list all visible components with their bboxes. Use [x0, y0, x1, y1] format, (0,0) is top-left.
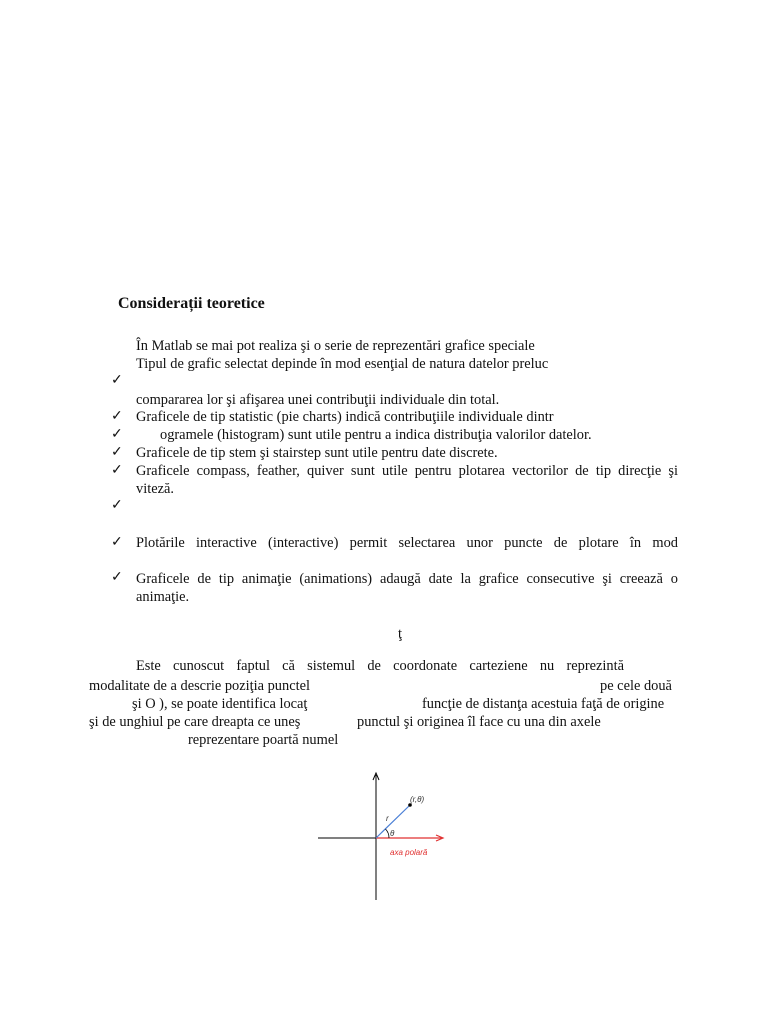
paragraph-line-2b: pe cele două — [600, 678, 672, 694]
paragraph-line-4a: şi de unghiul pe care dreapta ce uneş — [89, 714, 301, 730]
check-icon: ✓ — [111, 570, 123, 585]
list-item-2: Graficele de tip statistic (pie charts) indică contribuţiile individuale dintr — [136, 409, 554, 425]
paragraph-line-3b: funcţie de distanţa acestuia faţă de origine — [422, 696, 665, 712]
check-icon: ✓ — [111, 463, 123, 478]
paragraph-line-1: Este cunoscut faptul că sistemul de coordonate carteziene nu reprezintă — [136, 658, 624, 674]
list-item-5-line-1: Graficele compass, feather, quiver sunt utile pentru plotarea vectorilor de tip direcţie şi — [136, 463, 678, 479]
paragraph-line-2a: modalitate de a descrie poziţia punctel — [89, 678, 310, 694]
check-icon: ✓ — [111, 409, 123, 424]
check-icon: ✓ — [111, 535, 123, 550]
list-item-1-continuation: compararea lor şi afişarea unei contribuţii individuale din total. — [136, 392, 500, 408]
check-icon: ✓ — [111, 373, 123, 388]
paragraph-line-3a: şi O ), se poate identifica locaţ — [132, 696, 308, 712]
list-item-5-line-2: viteză. — [136, 481, 174, 497]
paragraph-line-4b: punctul şi originea îl face cu una din axele — [357, 714, 601, 730]
list-item-7: Plotările interactive (interactive) permit selectarea unor puncte de plotare în mod — [136, 535, 678, 551]
check-icon: ✓ — [111, 498, 123, 513]
angle-arc — [386, 829, 390, 838]
section-heading: Considerații teoretice — [118, 295, 265, 312]
list-item-4: Graficele de tip stem şi stairstep sunt utile pentru date discrete. — [136, 445, 498, 461]
radius-label: r — [386, 814, 389, 823]
paragraph-line-5: reprezentare poartă numel — [188, 732, 339, 748]
point-label: (r,θ) — [410, 795, 425, 804]
section-title-fragment: ţ — [398, 626, 402, 642]
list-item-3: ogramele (histogram) sunt utile pentru a indica distribuţia valorilor datelor. — [160, 427, 592, 443]
list-item-8-line-1: Graficele de tip animaţie (animations) adaugă date la grafice consecutive şi creează o — [136, 571, 678, 587]
intro-line-1: În Matlab se mai pot realiza şi o serie de reprezentări grafice speciale — [136, 338, 535, 354]
intro-line-2: Tipul de grafic selectat depinde în mod esenţial de natura datelor preluc — [136, 356, 549, 372]
polar-axis-label: axa polară — [390, 848, 428, 857]
list-item-8-line-2: animaţie. — [136, 589, 190, 605]
check-icon: ✓ — [111, 427, 123, 442]
angle-label: θ — [390, 829, 395, 838]
check-icon: ✓ — [111, 445, 123, 460]
polar-coordinates-figure — [310, 765, 460, 905]
